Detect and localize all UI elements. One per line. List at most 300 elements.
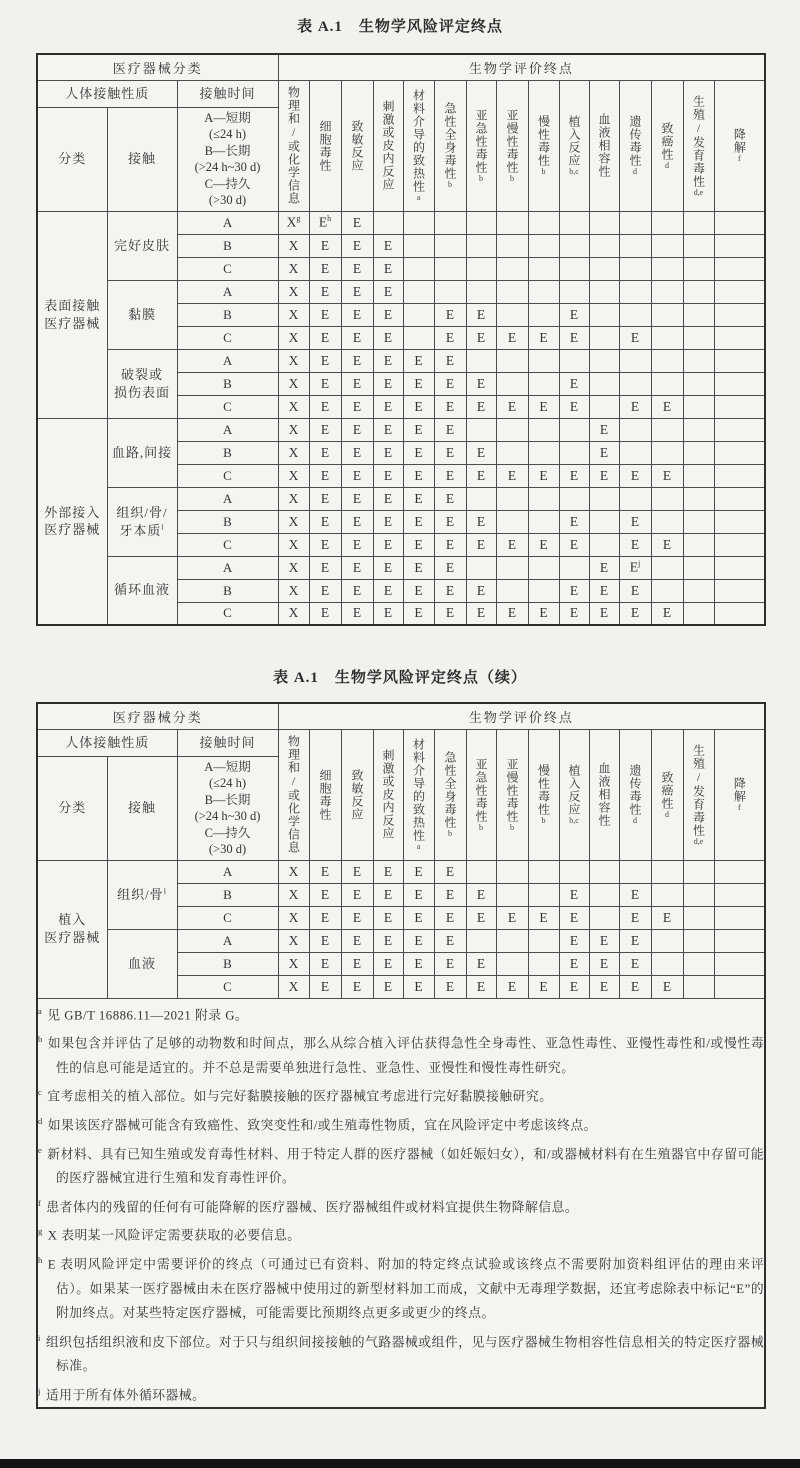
endpoint-column-header (403, 729, 434, 860)
endpoint-mark-cell: E (341, 510, 373, 533)
endpoint-mark-cell: E (373, 533, 403, 556)
endpoint-label-wrap (684, 731, 714, 859)
endpoint-mark-cell (589, 510, 619, 533)
endpoint-mark-cell (651, 510, 683, 533)
endpoint-mark-cell (559, 860, 589, 883)
duration-cell: A (177, 349, 278, 372)
endpoint-mark-cell: X (278, 257, 309, 280)
endpoint-mark-cell: E (651, 975, 683, 998)
endpoint-mark-cell: E (341, 883, 373, 906)
header-contact-nature: 人体接触性质 (37, 729, 177, 756)
endpoint-mark-cell: E (434, 395, 466, 418)
endpoint-mark-cell (403, 211, 434, 234)
endpoint-footnote-marker: b (448, 180, 453, 189)
endpoint-mark-cell (496, 303, 528, 326)
endpoint-mark-cell: E (619, 906, 651, 929)
endpoint-mark-cell (683, 533, 714, 556)
endpoint-mark-cell (434, 211, 466, 234)
endpoint-label-wrap (560, 731, 589, 859)
endpoint-mark-cell: E (341, 487, 373, 510)
header-contact-nature: 人体接触性质 (37, 80, 177, 107)
endpoint-mark-cell (714, 860, 765, 883)
endpoint-mark-cell (496, 579, 528, 602)
endpoint-column-header (434, 729, 466, 860)
endpoint-mark-cell (559, 556, 589, 579)
endpoint-mark-cell: E (309, 234, 341, 257)
endpoint-label: 生殖/发育毒性 (691, 94, 706, 188)
endpoint-mark-cell: E (528, 326, 559, 349)
endpoint-mark-cell: E (496, 464, 528, 487)
endpoint-mark-cell (651, 257, 683, 280)
footnote-marker: h (38, 1255, 43, 1266)
endpoint-mark-cell (496, 883, 528, 906)
duration-cell: A (177, 280, 278, 303)
endpoint-mark-cell (496, 487, 528, 510)
endpoint-mark-cell: E (651, 533, 683, 556)
endpoint-mark-cell: E (619, 395, 651, 418)
endpoint-mark-cell: E (434, 349, 466, 372)
endpoint-column-header (341, 729, 373, 860)
endpoint-mark-cell: E (373, 326, 403, 349)
endpoint-mark-cell: X (278, 533, 309, 556)
duration-cell: C (177, 395, 278, 418)
endpoint-label-wrap (374, 731, 403, 859)
endpoint-label-wrap (374, 82, 403, 210)
endpoint-mark-cell: E (619, 464, 651, 487)
endpoint-label-wrap (620, 731, 651, 859)
endpoint-column-header (559, 80, 589, 211)
endpoint-mark-cell (683, 952, 714, 975)
endpoint-mark-cell: X (278, 372, 309, 395)
duration-cell: B (177, 234, 278, 257)
endpoint-mark-cell (619, 487, 651, 510)
endpoint-mark-cell (619, 280, 651, 303)
endpoint-mark-cell: X (278, 234, 309, 257)
endpoint-mark-cell: E (619, 326, 651, 349)
endpoint-mark-cell (496, 556, 528, 579)
endpoint-mark-cell: E (309, 464, 341, 487)
endpoint-column-header (714, 80, 765, 211)
footnote-marker: g (38, 1226, 43, 1237)
endpoint-mark-cell: X (278, 975, 309, 998)
endpoint-mark-cell (619, 372, 651, 395)
endpoint-mark-cell: E (589, 952, 619, 975)
endpoint-mark-cell (589, 280, 619, 303)
duration-cell: A (177, 487, 278, 510)
biological-endpoints-table-1 (36, 53, 766, 626)
endpoint-label-wrap (620, 82, 651, 210)
endpoint-mark-cell: E (341, 372, 373, 395)
endpoint-mark-cell: E (434, 533, 466, 556)
endpoint-mark-cell: E (559, 906, 589, 929)
duration-legend-line: (>30 d) (208, 842, 247, 856)
endpoint-mark-cell (403, 326, 434, 349)
endpoint-label: 降解 (732, 777, 747, 803)
endpoint-mark-cell: E (341, 349, 373, 372)
endpoint-column-header (714, 729, 765, 860)
endpoint-mark-cell (466, 257, 496, 280)
biological-endpoints-table-2-body (37, 860, 765, 998)
endpoint-label: 急性全身毒性 (443, 751, 458, 829)
endpoint-mark-cell (714, 326, 765, 349)
endpoint-mark-cell: E (466, 303, 496, 326)
endpoint-mark-cell (496, 441, 528, 464)
endpoint-mark-cell: E (403, 556, 434, 579)
endpoint-footnote-marker: b (541, 816, 546, 825)
endpoint-mark-cell (496, 372, 528, 395)
endpoint-mark-cell: E (403, 464, 434, 487)
duration-legend-line: (≤24 h) (208, 127, 247, 141)
footnote-item: $^g$ X 表明某一风险评定需要获取的必要信息。 (38, 1226, 301, 1243)
endpoint-footnote-marker: b (510, 173, 515, 183)
endpoint-mark-cell: X (278, 860, 309, 883)
endpoint-mark-cell: E (434, 602, 466, 625)
endpoint-column-header (434, 80, 466, 211)
endpoint-mark-cell: $E^j$ (619, 556, 651, 579)
footnote-marker: c (38, 1087, 43, 1098)
endpoint-mark-cell: X (278, 602, 309, 625)
endpoint-mark-cell (619, 234, 651, 257)
endpoint-mark-cell (528, 929, 559, 952)
endpoint-mark-cell (589, 326, 619, 349)
biological-endpoints-table-1-body (37, 211, 765, 625)
endpoint-mark-cell: E (434, 929, 466, 952)
endpoint-mark-cell (714, 234, 765, 257)
endpoint-mark-cell: E (559, 929, 589, 952)
endpoint-column-header (466, 729, 496, 860)
endpoint-mark-cell (528, 280, 559, 303)
footnotes-row (37, 998, 765, 1408)
endpoint-mark-cell (559, 349, 589, 372)
endpoint-label: 植入反应 (567, 764, 582, 816)
endpoint-label-wrap (279, 731, 309, 859)
endpoint-mark-cell: E (434, 487, 466, 510)
endpoint-mark-cell: E (589, 929, 619, 952)
endpoint-mark-cell: E (373, 602, 403, 625)
endpoint-label-wrap (529, 82, 559, 210)
endpoint-label-wrap (279, 82, 309, 210)
footnotes-section (37, 998, 765, 1408)
duration-cell: A (177, 211, 278, 234)
endpoint-column-header (559, 729, 589, 860)
endpoint-mark-cell (714, 372, 765, 395)
endpoint-mark-cell (528, 303, 559, 326)
endpoint-mark-cell (683, 487, 714, 510)
endpoint-footnote-marker: f (737, 154, 741, 163)
endpoint-mark-cell (619, 860, 651, 883)
endpoint-label: 降解 (732, 128, 747, 154)
endpoint-mark-cell: E (403, 395, 434, 418)
endpoint-label: 血液相容性 (597, 762, 612, 827)
endpoint-footnote-marker: b (510, 822, 515, 832)
endpoint-mark-cell: E (309, 372, 341, 395)
endpoint-footnote-marker: d (665, 160, 670, 170)
duration-cell: C (177, 326, 278, 349)
footnote-item: $^a$ 见 GB/T 16886.11—2021 附录 G。 (38, 1005, 249, 1022)
endpoint-mark-cell (714, 510, 765, 533)
table1-title: 表 A.1 生物学风险评定终点 (297, 19, 503, 35)
endpoint-mark-cell (683, 860, 714, 883)
endpoint-label-wrap (715, 731, 765, 859)
endpoint-mark-cell (559, 280, 589, 303)
endpoint-mark-cell: E (466, 464, 496, 487)
endpoint-mark-cell: E (651, 602, 683, 625)
endpoint-mark-cell (496, 952, 528, 975)
footnote-marker: i (38, 1332, 41, 1343)
header-row-groups (37, 703, 765, 729)
endpoint-mark-cell (528, 883, 559, 906)
endpoint-label: 刺激或皮内反应 (381, 100, 396, 191)
endpoint-mark-cell (528, 952, 559, 975)
endpoint-mark-cell: E (341, 906, 373, 929)
duration-legend-line: C—持久 (204, 825, 251, 840)
endpoint-mark-cell: E (309, 418, 341, 441)
endpoint-footnote-marker: b (541, 167, 546, 176)
endpoint-mark-cell: E (403, 441, 434, 464)
endpoint-mark-cell: E (373, 510, 403, 533)
endpoint-mark-cell: E (403, 418, 434, 441)
endpoint-mark-cell (683, 257, 714, 280)
endpoint-mark-cell (466, 556, 496, 579)
endpoint-mark-cell (496, 257, 528, 280)
endpoint-mark-cell: E (373, 234, 403, 257)
endpoint-mark-cell: X (278, 906, 309, 929)
duration-cell: C (177, 257, 278, 280)
endpoint-mark-cell (466, 487, 496, 510)
table2-container (36, 702, 764, 1409)
endpoint-mark-cell (619, 303, 651, 326)
endpoint-mark-cell (496, 510, 528, 533)
header-contact-duration: 接触时间 (177, 80, 278, 107)
endpoint-mark-cell: E (559, 579, 589, 602)
endpoint-mark-cell: X (278, 883, 309, 906)
endpoint-mark-cell (589, 303, 619, 326)
endpoint-mark-cell: E (619, 883, 651, 906)
endpoint-label: 植入反应 (567, 115, 582, 167)
endpoint-mark-cell: E (559, 303, 589, 326)
endpoint-footnote-marker: a (416, 842, 421, 851)
endpoint-column-header (309, 80, 341, 211)
endpoint-column-header (466, 80, 496, 211)
footnote-item: $^j$ 适用于所有体外循环器械。 (38, 1385, 206, 1402)
contact-cell: 组织/骨/ 牙本质$^i$ (107, 487, 177, 556)
header-row-nature (37, 729, 765, 756)
endpoint-mark-cell: E (466, 579, 496, 602)
endpoint-mark-cell: E (341, 952, 373, 975)
endpoint-mark-cell (651, 372, 683, 395)
endpoint-mark-cell (589, 234, 619, 257)
endpoint-mark-cell: E (651, 464, 683, 487)
endpoint-mark-cell: E (309, 280, 341, 303)
endpoint-mark-cell (619, 349, 651, 372)
header-bio-endpoints: 生物学评价终点 (278, 703, 765, 729)
endpoint-mark-cell: E (309, 602, 341, 625)
endpoint-mark-cell: E (403, 533, 434, 556)
endpoint-mark-cell: E (434, 303, 466, 326)
endpoint-mark-cell: E (619, 533, 651, 556)
endpoint-mark-cell: E (309, 395, 341, 418)
footnote-marker: a (38, 1005, 43, 1016)
endpoint-mark-cell: X (278, 280, 309, 303)
contact-cell: 完好皮肤 (107, 211, 177, 280)
header-device-classification: 医疗器械分类 (37, 703, 278, 729)
endpoint-mark-cell: E (434, 441, 466, 464)
endpoint-label: 慢性毒性 (536, 764, 551, 816)
endpoint-mark-cell: E (341, 257, 373, 280)
endpoint-mark-cell (714, 349, 765, 372)
endpoint-column-header (528, 80, 559, 211)
endpoint-mark-cell: E (373, 556, 403, 579)
endpoint-column-header (683, 80, 714, 211)
endpoint-mark-cell: E (434, 418, 466, 441)
endpoint-mark-cell: E (434, 883, 466, 906)
endpoint-mark-cell (496, 234, 528, 257)
endpoint-mark-cell: E (434, 326, 466, 349)
endpoint-mark-cell: E (373, 952, 403, 975)
endpoint-mark-cell: E (309, 579, 341, 602)
endpoint-mark-cell: E (341, 441, 373, 464)
endpoint-label-wrap (310, 82, 341, 210)
endpoint-label-wrap (342, 82, 373, 210)
endpoint-mark-cell: E (589, 441, 619, 464)
endpoint-mark-cell (714, 464, 765, 487)
endpoint-mark-cell: E (528, 395, 559, 418)
header-row-nature (37, 80, 765, 107)
endpoint-label: 生殖/发育毒性 (691, 743, 706, 837)
endpoint-column-header (651, 729, 683, 860)
endpoint-mark-cell (683, 556, 714, 579)
endpoint-mark-cell (589, 257, 619, 280)
endpoint-mark-cell (589, 883, 619, 906)
endpoint-mark-cell (528, 556, 559, 579)
endpoint-mark-cell: E (373, 280, 403, 303)
header-category-label: 分类 (37, 107, 107, 211)
endpoint-mark-cell (683, 510, 714, 533)
endpoint-column-header (403, 80, 434, 211)
endpoint-mark-cell (466, 860, 496, 883)
endpoint-mark-cell: E (341, 533, 373, 556)
duration-legend-line: A—短期 (204, 759, 251, 774)
footnote-item: $^e$ 新材料、具有已知生殖或发育毒性材料、用于特定人群的医疗器械（如妊娠妇女），和/或器械材料有在生殖器官中存留可能的医疗器械宜进行生殖和发育毒性评价。 (38, 1144, 765, 1186)
document-page (36, 0, 764, 1409)
duration-cell: C (177, 533, 278, 556)
endpoint-mark-cell (651, 349, 683, 372)
endpoint-mark-cell: E (434, 372, 466, 395)
endpoint-mark-cell (714, 487, 765, 510)
endpoint-mark-cell (619, 257, 651, 280)
endpoint-mark-cell: E (341, 395, 373, 418)
endpoint-label-wrap (529, 731, 559, 859)
endpoint-label: 刺激或皮内反应 (381, 749, 396, 840)
endpoint-label: 急性全身毒性 (443, 102, 458, 180)
endpoint-column-header (683, 729, 714, 860)
endpoint-mark-cell (651, 441, 683, 464)
endpoint-column-header (341, 80, 373, 211)
endpoint-mark-cell: E (466, 906, 496, 929)
endpoint-column-header (373, 80, 403, 211)
endpoint-mark-cell: E (466, 952, 496, 975)
endpoint-mark-cell: E (496, 533, 528, 556)
endpoint-mark-cell: E (309, 510, 341, 533)
endpoint-column-header (278, 729, 309, 860)
endpoint-mark-cell: X (278, 579, 309, 602)
endpoint-mark-cell (683, 303, 714, 326)
endpoint-mark-cell: E (403, 952, 434, 975)
endpoint-mark-cell (683, 464, 714, 487)
endpoint-mark-cell: E (559, 510, 589, 533)
endpoint-mark-cell (466, 418, 496, 441)
endpoint-mark-cell: E (373, 395, 403, 418)
table-row (37, 349, 765, 372)
endpoint-mark-cell: E (619, 952, 651, 975)
endpoint-mark-cell: E (403, 372, 434, 395)
endpoint-column-header (278, 80, 309, 211)
footnote-marker: j (38, 1385, 41, 1396)
endpoint-mark-cell: E (373, 303, 403, 326)
endpoint-label-wrap (310, 731, 341, 859)
endpoint-mark-cell: E (341, 860, 373, 883)
duration-legend-line: (≤24 h) (208, 776, 247, 790)
duration-legend-line: B—长期 (204, 792, 251, 807)
endpoint-mark-cell: E (309, 487, 341, 510)
endpoint-mark-cell (651, 326, 683, 349)
endpoint-mark-cell: E (496, 326, 528, 349)
endpoint-mark-cell: X (278, 441, 309, 464)
endpoint-mark-cell: E (589, 579, 619, 602)
endpoint-label: 致癌性 (660, 770, 675, 810)
endpoint-mark-cell: E (559, 883, 589, 906)
endpoint-label-wrap (404, 82, 434, 210)
duration-cell: A (177, 418, 278, 441)
endpoint-mark-cell: E (309, 303, 341, 326)
endpoint-mark-cell: E (466, 602, 496, 625)
endpoint-mark-cell (528, 211, 559, 234)
duration-legend-line: B—长期 (204, 143, 251, 158)
endpoint-label: 血液相容性 (597, 113, 612, 178)
endpoint-label: 亚急性毒性 (474, 757, 489, 823)
footnote-item: $^i$ 组织包括组织液和皮下部位。对于只与组织间接接触的气路器械或组件，见与医疗器械生物相容性信息相关的特定医疗器械标准。 (38, 1332, 765, 1374)
endpoint-mark-cell: E (373, 349, 403, 372)
endpoint-mark-cell (683, 211, 714, 234)
contact-cell: 循环血液 (107, 556, 177, 625)
endpoint-mark-cell: E (403, 602, 434, 625)
footnote-item: $^b$ 如果包含并评估了足够的动物数和时间点，那么从综合植入评估获得急性全身毒性、亚急性毒性、亚慢性毒性和/或慢性毒性的信息可能是适宜的。并不总是需要单独进行急性、亚急性、亚慢性和慢性毒性研究。 (38, 1034, 765, 1075)
endpoint-mark-cell: E (619, 975, 651, 998)
endpoint-label-wrap (560, 82, 589, 210)
endpoint-mark-cell: E (373, 975, 403, 998)
endpoint-mark-cell (651, 211, 683, 234)
endpoint-mark-cell (496, 280, 528, 303)
endpoint-mark-cell: X (278, 303, 309, 326)
endpoint-mark-cell: E (496, 602, 528, 625)
endpoint-mark-cell: E (528, 602, 559, 625)
endpoint-column-header (619, 80, 651, 211)
endpoint-column-header (309, 729, 341, 860)
endpoint-mark-cell: E (341, 234, 373, 257)
endpoint-mark-cell (651, 487, 683, 510)
endpoint-mark-cell: E (466, 441, 496, 464)
endpoint-mark-cell: X (278, 464, 309, 487)
endpoint-mark-cell: X (278, 349, 309, 372)
endpoint-label: 细胞毒性 (318, 119, 333, 172)
endpoint-label: 材料介导的致热性 (411, 738, 426, 842)
endpoint-mark-cell (528, 349, 559, 372)
header-contact-duration: 接触时间 (177, 729, 278, 756)
endpoint-mark-cell: E (341, 418, 373, 441)
category-cell: 外部接入 医疗器械 (37, 418, 107, 625)
duration-legend-line: (>24 h~30 d) (194, 809, 261, 823)
endpoint-mark-cell: E (434, 952, 466, 975)
